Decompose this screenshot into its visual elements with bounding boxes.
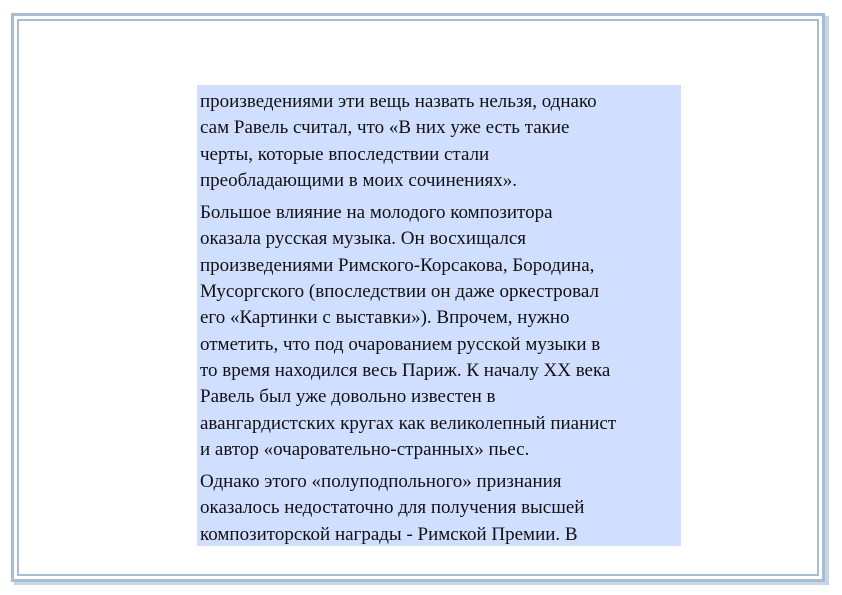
paragraph-2 [200,200,679,463]
text-line: Однако этого «полуподпольного» признания [200,471,562,493]
frame-shadow-bottom [14,582,829,585]
text-line: оказалось недостаточно для получения высшей [200,497,585,519]
text-line: Равель был уже довольно известен в [200,386,496,408]
paragraph-1 [200,89,679,194]
text-line: преобладающими в моих сочинениях». [200,169,517,191]
text-line: черты, которые впоследствии стали [200,143,490,165]
text-line: авангардистских кругах как великолепный пианист [200,412,617,434]
text-line: композиторской награды - Римской Премии. В [200,523,578,545]
text-line: оказала русская музыка. Он восхищался [200,228,526,250]
text-line: произведениями эти вещь назвать нельзя, однако [200,91,597,112]
text-box [197,85,681,546]
text-line: его «Картинки с выставки»). Впрочем, нужно [200,307,570,329]
text-line: Мусоргского (впоследствии он даже оркестровал [200,281,599,303]
text-line: и автор «очаровательно-странных» пьес. [200,438,530,460]
text-line: отметить, что под очарованием русской музыки в [200,333,601,355]
text-line: сам Равель считал, что «В них уже есть такие [200,117,570,139]
text-line: произведениями Римского-Корсакова, Бородина, [200,254,595,276]
paragraph-3 [200,469,679,546]
text-line: то время находился весь Париж. К началу XX века [200,359,611,381]
frame-shadow-right [825,16,829,585]
text-line: Большое влияние на молодого композитора [200,202,553,224]
